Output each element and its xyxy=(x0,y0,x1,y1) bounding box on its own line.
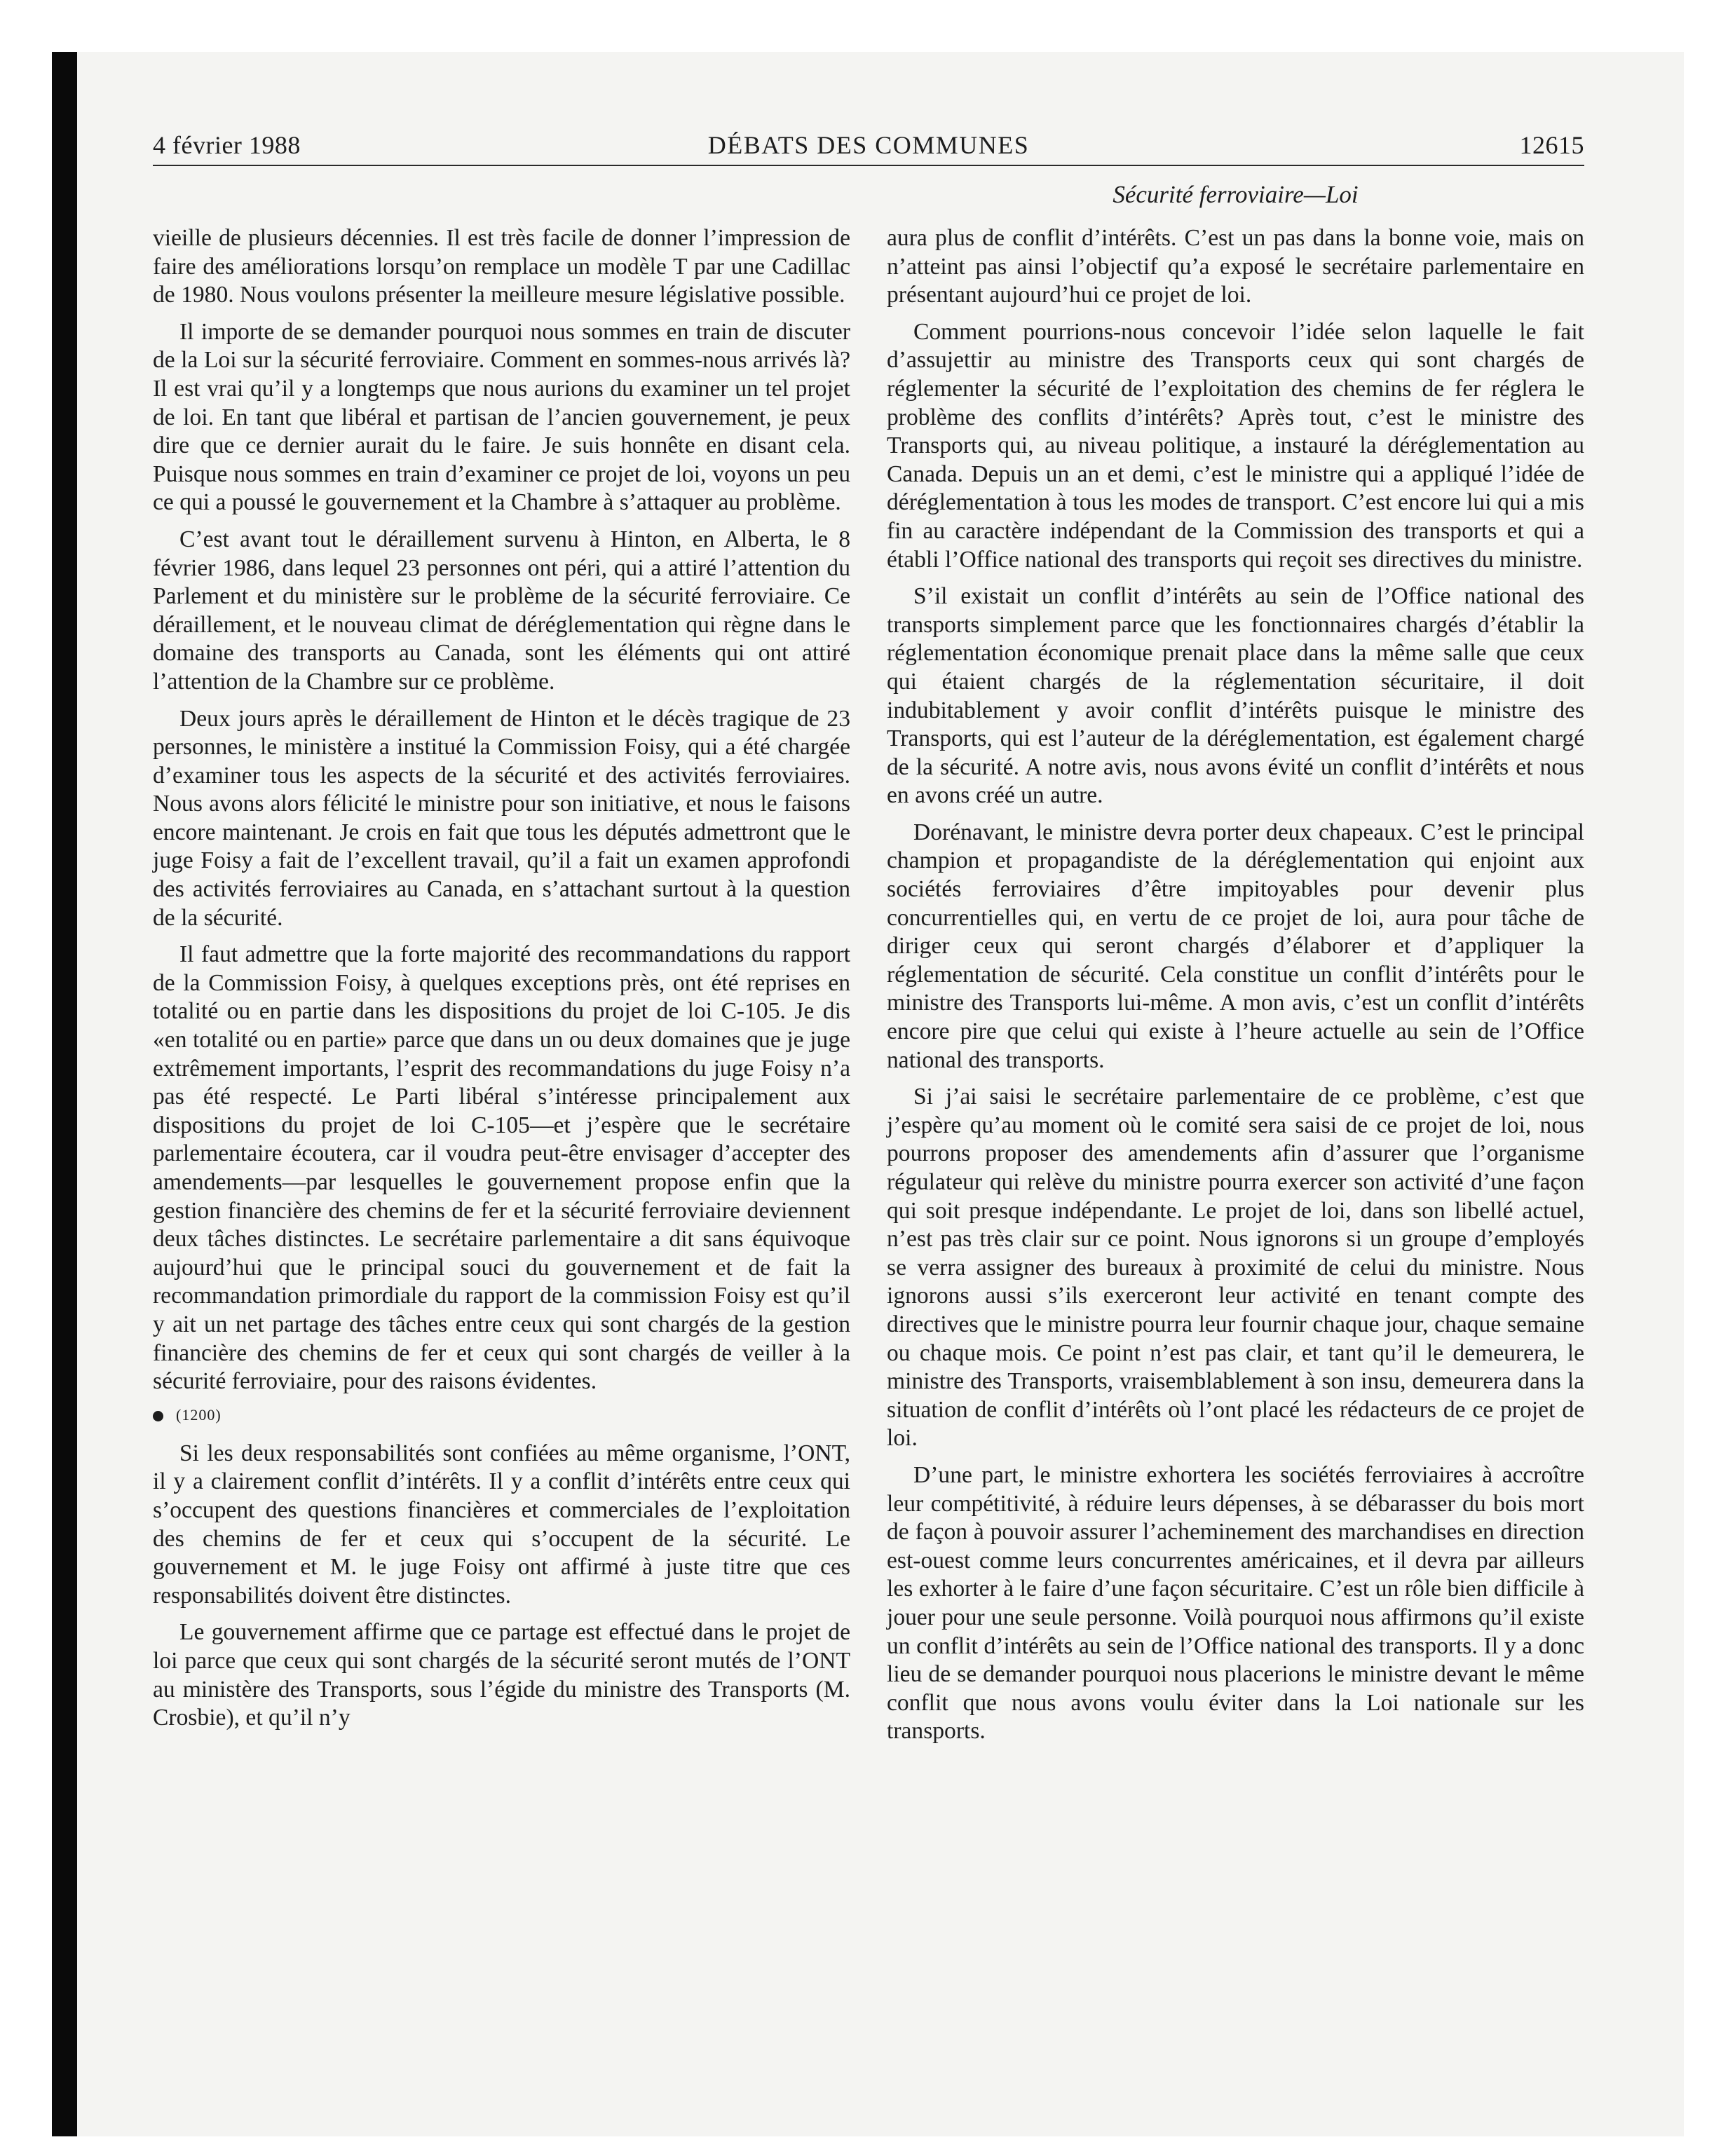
paragraph: Il faut admettre que la forte majorité des recommandations du rapport de la Commission Foisy, à quelques exceptions près, ont été reprises en totalité ou en partie dans les dispositions du projet de loi C-105. Je dis «en totalité ou en partie» parce que dans un ou deux domaines que je juge extrêmement importants, l’esprit des recommandations du juge Foisy n’a pas été respecté. Le Parti libéral s’intéresse principalement aux dispositions du projet de loi C-105—et j’espère que le secrétaire parlementaire écoutera, car il voudra peut-être envisager d’accepter des amendements—par lesquelles le gouvernement propose enfin que la gestion financière des chemins de fer et la sécurité ferroviaire deviennent deux tâches distinctes. Le secrétaire parlementaire a dit sans équivoque aujourd’hui que le principal souci du gouvernement et de fait la recommandation primordiale du rapport de la commission Foisy est qu’il y ait un net partage des tâches entre ceux qui sont chargés de la gestion financière des chemins de fer et ceux qui sont chargés de veiller à la sécurité ferroviaire, pour des raisons évidentes. xyxy=(153,941,850,1395)
paragraph: C’est avant tout le déraillement survenu à Hinton, en Alberta, le 8 février 1986, dans lequel 23 personnes ont péri, qui a attiré l’attention du Parlement et du ministère sur le problème de la sécurité ferroviaire. Ce déraillement, et le nouveau climat de déréglementation qui règne dans le domaine des transports au Canada, sont les éléments qui ont attiré l’attention de la Chambre sur ce problème. xyxy=(153,526,850,695)
paragraph: Le gouvernement affirme que ce partage est effectué dans le projet de loi parce que ceux qui sont chargés de la sécurité seront mutés de l’ONT au ministère des Transports, sous l’égide du ministre des Transports (M. Crosbie), et qu’il n’y xyxy=(153,1619,850,1731)
header-rule xyxy=(153,165,1584,166)
paragraph: D’une part, le ministre exhortera les sociétés ferroviaires à accroître leur compétitivité, à réduire leurs dépenses, à se débarasser du bois mort de façon à pouvoir assurer l’acheminement des marchandises en direction est-ouest comme leurs concurrentes américaines, et il devra par ailleurs les exhorter à le faire d’une façon sécuritaire. C’est un rôle bien difficile à jouer pour une seule personne. Voilà pourquoi nous affirmons qu’il existe un conflit d’intérêts au sein de l’Office national des transports. Il y a donc lieu de se demander pourquoi nous placerions le ministre devant le même conflit que nous avons voulu éviter dans la Loi nationale sur les transports. xyxy=(887,1461,1584,1745)
paragraph: S’il existait un conflit d’intérêts au sein de l’Office national des transports simplement parce que les fonctionnaires chargés d’établir la réglementation économique prenait place dans la même salle que ceux qui étaient chargés de la réglementation sécuritaire, il doit indubitablement y avoir conflit d’intérêts puisque le ministre des Transports, qui est l’auteur de la déréglementation, est également chargé de la sécurité. A notre avis, nous avons évité un conflit d’intérêts et nous en avons créé un autre. xyxy=(887,583,1584,809)
section-subject: Sécurité ferroviaire—Loi xyxy=(1113,181,1359,208)
paragraph: aura plus de conflit d’intérêts. C’est un pas dans la bonne voie, mais on n’atteint pas ainsi l’objectif qu’a exposé le secrétaire parlementaire en présentant aujourd’hui ce projet de loi. xyxy=(887,225,1584,308)
time-marker xyxy=(153,1405,850,1426)
paragraph: Si j’ai saisi le secrétaire parlementaire de ce problème, c’est que j’espère qu’au moment où le comité sera saisi de ce projet de loi, nous pourrons proposer des amendements afin d’assurer que l’organisme régulateur qui relève du ministre pourra exercer son activité d’une façon qui soit presque indépendante. Le projet de loi, dans son libellé actuel, n’est pas très clair sur ce point. Nous ignorons si un groupe d’employés se verra assigner des bureaux à proximité de celui du ministre. Nous ignorons aussi s’ils exerceront leur activité en tenant compte des directives que le ministre pourra leur fournir chaque jour, chaque semaine ou chaque mois. Ce point n’est pas clair, et tant qu’il le demeurera, le ministre des Transports, vraisemblablement à son insu, demeurera dans la situation de conflit d’intérêts où l’ont placé les rédacteurs de ce projet de loi. xyxy=(887,1084,1584,1452)
time-marker-label: (1200) xyxy=(176,1405,222,1424)
paragraph: Il importe de se demander pourquoi nous sommes en train de discuter de la Loi sur la sécurité ferroviaire. Comment en sommes-nous arrivés là? Il est vrai qu’il y a longtemps que nous aurions du examiner un tel projet de loi. En tant que libéral et partisan de l’ancien gouvernement, je peux dire que ce dernier aurait du le faire. Je suis honnête en disant cela. Puisque nous sommes en train d’examiner ce projet de loi, voyons un peu ce qui a poussé le gouvernement et la Chambre à s’attaquer au problème. xyxy=(153,318,850,516)
header-page-number: 12615 xyxy=(1519,131,1584,159)
scan-binding-edge xyxy=(52,52,77,2136)
left-column xyxy=(153,224,850,1741)
right-column xyxy=(887,224,1584,1754)
bullet-icon xyxy=(153,1411,163,1421)
paragraph: vieille de plusieurs décennies. Il est très facile de donner l’impression de faire des améliorations lorsqu’on remplace un modèle T par une Cadillac de 1980. Nous voulons présenter la meilleure mesure législative possible. xyxy=(153,225,850,308)
header-date: 4 février 1988 xyxy=(153,131,301,159)
running-header xyxy=(153,130,1584,165)
paragraph: Comment pourrions-nous concevoir l’idée selon laquelle le fait d’assujettir au ministre des Transports ceux qui sont chargés de réglementer la sécurité de l’exploitation des chemins de fer réglera le problème des conflits d’intérêts? Après tout, c’est le ministre des Transports qui, au niveau politique, a instauré la déréglementation au Canada. Depuis un an et demi, c’est le ministre qui a appliqué l’idée de déréglementation à tous les modes de transport. C’est encore lui qui a mis fin au caractère indépendant de la Commission des transports et qui a établi l’Office national des transports qui reçoit ses directives du ministre. xyxy=(887,318,1584,573)
header-publication: DÉBATS DES COMMUNES xyxy=(707,131,1030,159)
paragraph: Si les deux responsabilités sont confiées au même organisme, l’ONT, il y a clairement conflit d’intérêts. Il y a conflit d’intérêts entre ceux qui s’occupent des questions financières et commerciales de l’exploitation des chemins de fer et ceux qui s’occupent de la sécurité. Le gouvernement et M. le juge Foisy ont affirmé à juste titre que ces responsabilités doivent être distinctes. xyxy=(153,1440,850,1609)
paragraph: Deux jours après le déraillement de Hinton et le décès tragique de 23 personnes, le ministère a institué la Commission Foisy, qui a été chargée d’examiner tous les aspects de la sécurité et des activités ferroviaires. Nous avons alors félicité le ministre pour son initiative, et nous le faisons encore maintenant. Je crois en fait que tous les députés admettront que le juge Foisy a fait de l’excellent travail, qu’il a fait un examen approfondi des activités ferroviaires au Canada, en s’attachant surtout à la question de la sécurité. xyxy=(153,705,850,931)
paragraph: Dorénavant, le ministre devra porter deux chapeaux. C’est le principal champion et propagandiste de la déréglementation qui enjoint aux sociétés ferroviaires d’être impitoyables pour devenir plus concurrentielles qui, en vertu de ce projet de loi, aura pour tâche de diriger ceux qui seront chargés d’élaborer et d’appliquer la réglementation de sécurité. Cela constitue un conflit d’intérêts pour le ministre des Transports lui-même. A mon avis, c’est un conflit d’intérêts encore pire que celui qui existe à l’heure actuelle au sein de l’Office national des transports. xyxy=(887,819,1584,1073)
